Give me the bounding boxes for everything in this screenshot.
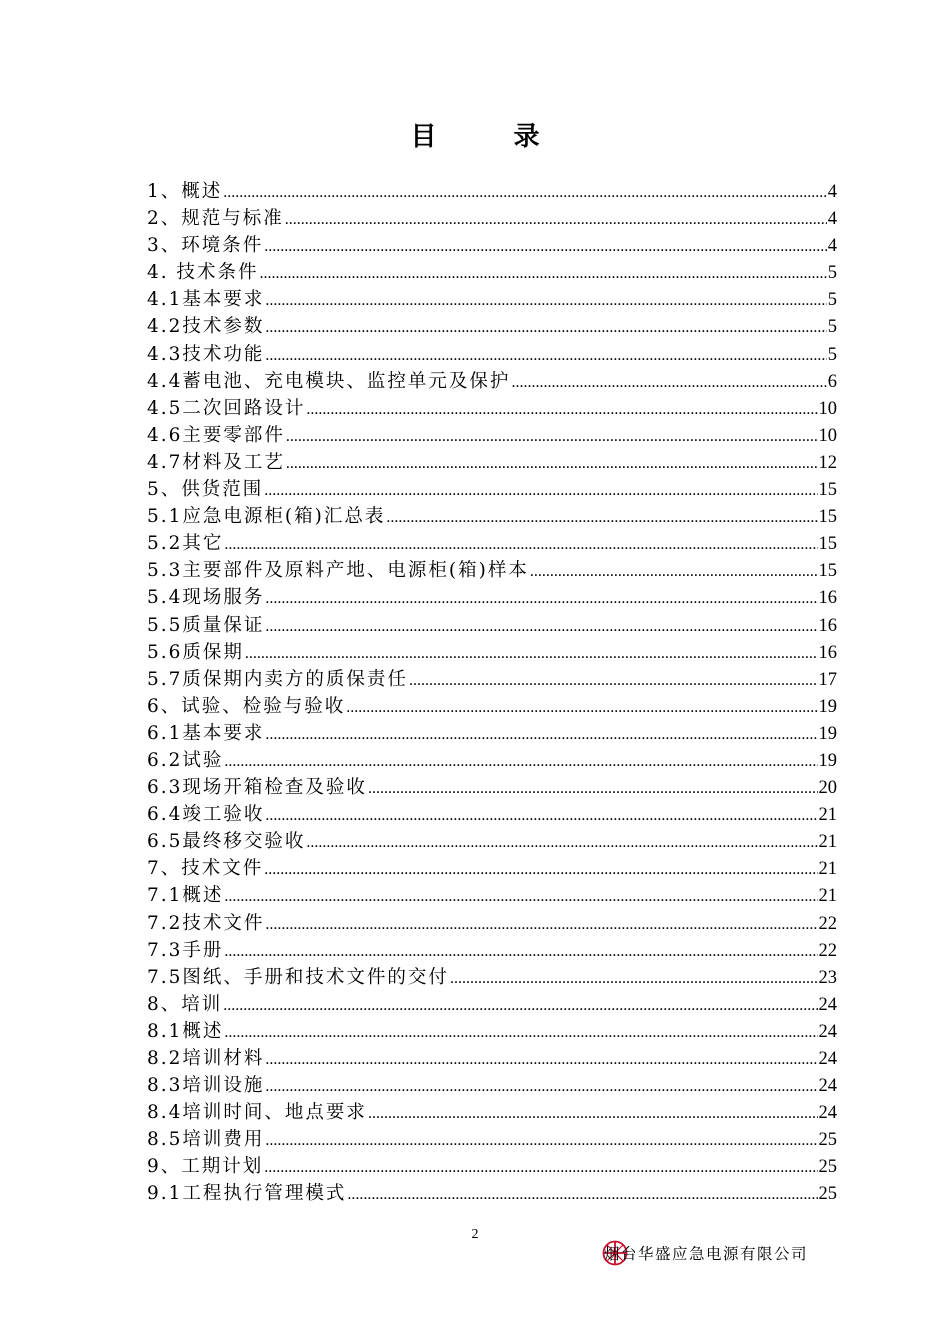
toc-entry-label: 6.4竣工验收 [147, 804, 265, 826]
toc-entry[interactable] [147, 449, 837, 476]
toc-entry[interactable] [147, 639, 837, 666]
toc-dot-leader [265, 911, 817, 938]
toc-entry[interactable] [147, 205, 837, 232]
toc-entry-page: 20 [818, 778, 837, 799]
toc-dot-leader [265, 585, 817, 612]
toc-dot-leader [265, 1046, 817, 1073]
toc-entry-label: 4.4蓄电池、充电模块、监控单元及保护 [147, 370, 511, 392]
toc-dot-leader [265, 613, 817, 640]
toc-entry[interactable] [147, 910, 837, 937]
toc-entry-page: 4 [827, 209, 837, 230]
toc-entry[interactable] [147, 1180, 837, 1207]
toc-entry-page: 4 [827, 182, 837, 202]
toc-dot-leader [224, 748, 817, 775]
toc-entry-label: 5.5质量保证 [147, 614, 265, 636]
toc-entry-label: 3、环境条件 [147, 235, 264, 257]
toc-dot-leader [530, 558, 818, 585]
toc-entry-page: 24 [818, 1021, 837, 1042]
toc-dot-leader [223, 179, 826, 206]
toc-entry[interactable] [147, 368, 837, 395]
toc-entry-page: 4 [827, 236, 837, 257]
toc-entry[interactable] [147, 828, 837, 855]
toc-entry-page: 25 [818, 1130, 837, 1151]
toc-dot-leader [224, 531, 817, 558]
toc-entry-label: 5.4现场服务 [147, 587, 265, 609]
toc-entry[interactable] [147, 937, 837, 964]
toc-dot-leader [286, 450, 818, 477]
toc-dot-leader [224, 1019, 817, 1046]
toc-entry[interactable] [147, 666, 837, 693]
toc-entry-page: 24 [818, 1076, 837, 1097]
toc-entry-label: 4.7材料及工艺 [147, 451, 285, 473]
toc-entry[interactable] [147, 774, 837, 801]
toc-entry-label: 8.3培训设施 [147, 1075, 265, 1097]
toc-entry-page: 24 [818, 1049, 837, 1069]
toc-entry[interactable] [147, 178, 837, 205]
toc-entry-label: 4.6主要零部件 [147, 424, 285, 446]
toc-entry[interactable] [147, 557, 837, 584]
toc-entry-label: 9.1工程执行管理模式 [147, 1183, 347, 1205]
toc-entry[interactable] [147, 612, 837, 639]
page-title: 目 录 [410, 122, 574, 152]
toc-entry-page: 19 [818, 750, 837, 771]
toc-entry-page: 10 [818, 398, 837, 419]
toc-dot-leader [511, 369, 826, 396]
toc-entry-page: 21 [818, 805, 837, 826]
toc-dot-leader [286, 423, 818, 450]
toc-dot-leader [264, 233, 826, 260]
toc-entry-label: 7.5图纸、手册和技术文件的交付 [147, 966, 449, 988]
toc-entry[interactable] [147, 747, 837, 774]
toc-dot-leader [265, 1073, 817, 1100]
toc-entry-label: 4.5二次回路设计 [147, 397, 306, 419]
toc-entry-label: 6.3现场开箱检查及验收 [147, 777, 367, 799]
toc-entry-label: 8.1概述 [147, 1020, 224, 1042]
toc-entry[interactable] [147, 232, 837, 259]
toc-entry-page: 16 [818, 642, 837, 663]
toc-entry-page: 22 [818, 940, 837, 961]
toc-entry-page: 25 [818, 1184, 837, 1205]
toc-entry-label: 7.1概述 [147, 885, 224, 907]
toc-dot-leader [265, 287, 826, 314]
toc-entry-label: 6.1基本要求 [147, 722, 265, 744]
toc-entry-page: 17 [818, 669, 837, 690]
toc-entry[interactable] [147, 1045, 837, 1072]
toc-entry-page: 22 [818, 913, 837, 934]
toc-entry-page: 10 [818, 425, 837, 446]
toc-dot-leader [347, 1181, 817, 1208]
toc-entry-page: 15 [818, 561, 837, 582]
toc-entry[interactable] [147, 259, 837, 286]
toc-entry-label: 7、技术文件 [147, 858, 264, 880]
toc-entry[interactable] [147, 801, 837, 828]
toc-dot-leader [265, 314, 826, 341]
toc-entry-page: 16 [818, 588, 837, 609]
toc-entry-page: 6 [827, 371, 837, 392]
toc-dot-leader [264, 856, 817, 883]
toc-entry[interactable] [147, 503, 837, 530]
toc-dot-leader [265, 342, 826, 369]
toc-dot-leader [224, 938, 817, 965]
toc-dot-leader [265, 1127, 817, 1154]
toc-entry-label: 6.2试验 [147, 749, 224, 771]
toc-entry-page: 16 [818, 615, 837, 636]
toc-entry[interactable] [147, 964, 837, 991]
toc-entry[interactable] [147, 1099, 837, 1126]
toc-dot-leader [260, 260, 827, 287]
toc-entry[interactable] [147, 476, 837, 503]
toc-entry-page: 21 [818, 832, 837, 853]
toc-entry-label: 6.5最终移交验收 [147, 831, 306, 853]
toc-entry-page: 19 [818, 696, 837, 717]
toc-entry-page: 15 [818, 534, 837, 555]
toc-entry-page: 21 [818, 886, 837, 907]
toc-entry-label: 5.6质保期 [147, 641, 244, 663]
toc-entry-label: 4.1基本要求 [147, 289, 265, 311]
footer [600, 1238, 808, 1268]
toc-entry-page: 15 [818, 507, 837, 528]
toc-dot-leader [264, 1154, 817, 1181]
toc-entry[interactable] [147, 693, 837, 720]
toc-entry[interactable] [147, 530, 837, 557]
toc-dot-leader [265, 802, 817, 829]
toc-entry-label: 4.2技术参数 [147, 316, 265, 338]
toc-entry-label: 8、培训 [147, 993, 223, 1015]
toc-entry[interactable] [147, 1153, 837, 1180]
toc-entry-label: 4. 技术条件 [147, 262, 259, 284]
toc-entry-label: 6、试验、检验与验收 [147, 695, 346, 717]
toc-entry-label: 5.7质保期内卖方的质保责任 [147, 668, 408, 690]
toc-entry[interactable] [147, 1072, 837, 1099]
toc-entry-label: 8.4培训时间、地点要求 [147, 1102, 367, 1124]
toc-dot-leader [264, 477, 817, 504]
toc-entry-page: 5 [827, 344, 837, 365]
toc-entry-label: 8.2培训材料 [147, 1048, 265, 1069]
toc-entry[interactable] [147, 422, 837, 449]
toc-entry-label: 7.3手册 [147, 939, 224, 961]
page-number: 2 [471, 1227, 479, 1242]
toc-dot-leader [224, 883, 817, 910]
toc-entry-page: 23 [818, 967, 837, 988]
toc-entry-label: 5.1应急电源柜(箱)汇总表 [147, 506, 386, 528]
toc-entry-label: 2、规范与标准 [147, 208, 284, 230]
toc-entry-page: 5 [827, 263, 837, 284]
toc-dot-leader [306, 396, 817, 423]
toc-entry-label: 8.5培训费用 [147, 1129, 265, 1151]
table-of-contents [147, 178, 837, 1208]
toc-entry[interactable] [147, 1126, 837, 1153]
toc-entry-page: 5 [827, 317, 837, 338]
toc-dot-leader [368, 1100, 818, 1127]
toc-entry[interactable] [147, 882, 837, 909]
toc-entry-page: 25 [818, 1157, 837, 1178]
toc-entry-label: 5、供货范围 [147, 479, 264, 501]
toc-entry-label: 5.2其它 [147, 533, 224, 555]
toc-dot-leader [245, 640, 818, 667]
toc-dot-leader [368, 775, 818, 802]
toc-entry[interactable] [147, 1018, 837, 1045]
toc-dot-leader [306, 829, 817, 856]
toc-entry[interactable] [147, 341, 837, 368]
toc-dot-leader [223, 992, 817, 1019]
toc-entry-page: 24 [818, 994, 837, 1015]
toc-entry-label: 1、概述 [147, 181, 223, 202]
toc-entry-page: 15 [818, 480, 837, 501]
toc-entry-page: 21 [818, 859, 837, 880]
toc-entry-label: 7.2技术文件 [147, 912, 265, 934]
toc-entry[interactable] [147, 395, 837, 422]
toc-dot-leader [409, 667, 818, 694]
toc-dot-leader [265, 721, 817, 748]
toc-entry-label: 4.3技术功能 [147, 343, 265, 365]
toc-entry[interactable] [147, 286, 837, 313]
toc-entry-page: 5 [827, 290, 837, 311]
toc-entry-label: 9、工期计划 [147, 1156, 264, 1178]
toc-dot-leader [386, 504, 817, 531]
toc-entry[interactable] [147, 855, 837, 882]
toc-entry-label: 5.3主要部件及原料产地、电源柜(箱)样本 [147, 560, 529, 582]
toc-entry[interactable] [147, 991, 837, 1018]
company-name: 烟台华盛应急电源有限公司 [604, 1245, 809, 1263]
toc-entry[interactable] [147, 584, 837, 611]
toc-dot-leader [285, 206, 827, 233]
toc-dot-leader [346, 694, 817, 721]
toc-entry-page: 19 [818, 723, 837, 744]
toc-entry-page: 24 [818, 1103, 837, 1124]
toc-dot-leader [450, 965, 818, 992]
toc-entry-page: 12 [818, 452, 837, 473]
toc-entry[interactable] [147, 313, 837, 340]
toc-entry[interactable] [147, 720, 837, 747]
